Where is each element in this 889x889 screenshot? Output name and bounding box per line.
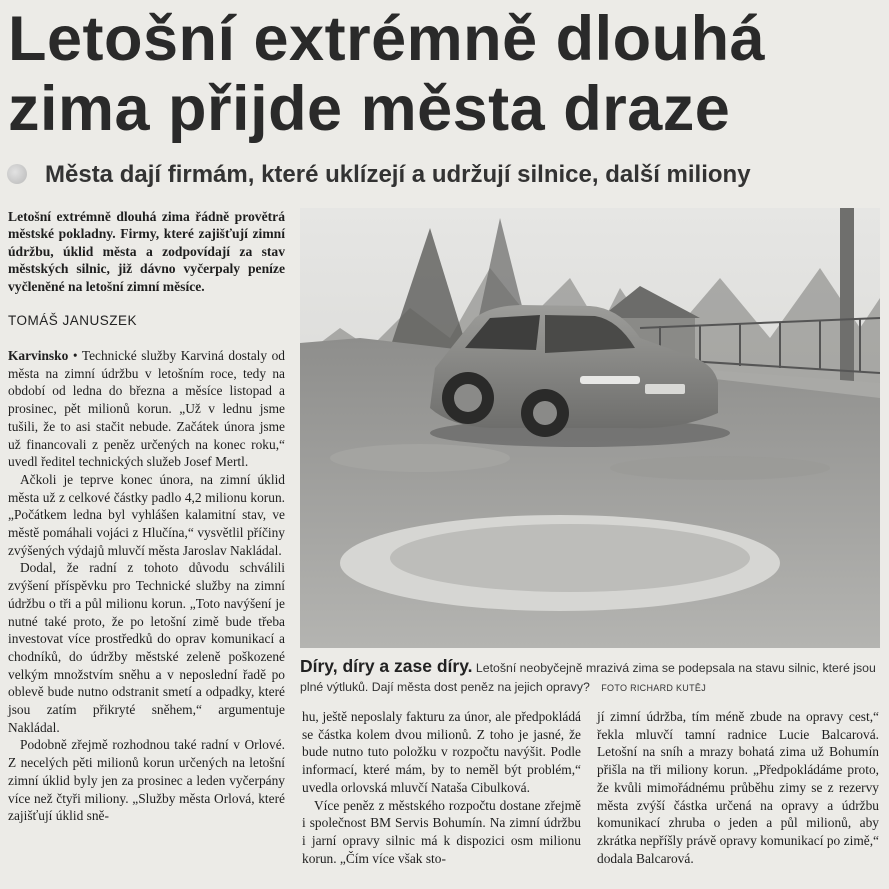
- subheadline: [5, 160, 885, 190]
- caption-title: Díry, díry a zase díry.: [300, 656, 473, 676]
- paragraph: Karvinsko • Technické služby Karviná dostaly od města na zimní údržbu v letošním roce, tedy na období od ledna do března a měsíce listopad a prosinec, pět milionů korun. „Už v lednu jsme tušili, že to asi stačit nebude. Začátek února jsme už financovali z peněz určených na konec roku,“ uvedl ředitel technických služeb Josef Mertl.: [8, 348, 285, 470]
- dateline: Karvinsko: [8, 348, 69, 363]
- photo-car-on-damaged-road: [300, 208, 880, 648]
- paragraph: Více peněz z městského rozpočtu dostane zřejmě i společnost BM Servis Bohumín. Na zimní údržbu i jarní opravy silnic má k dispozici osm milionu korun. „Čím více však sto-: [302, 797, 581, 866]
- paragraph: Podobně zřejmě rozhodnou také radní v Orlové. Z necelých pěti milionů korun určených na letošní zimní úklid byly jen za prosinec a leden vyčerpány více než čtyři miliony. „Služby města Orlová, které zajišťují úklid sně-: [8, 737, 285, 824]
- caption-text: Letošní neobyčejně mrazivá zima se podepsala na stavu silnic, které jsou plné výtluků. Dají města dost peněz na jejich opravy?: [300, 661, 876, 694]
- paragraph: Ačkoli je teprve konec února, na zimní úklid města už z celkové částky padlo 4,2 milionu korun. „Počátkem ledna byl vyhlášen kalamitní stav, ve městě pomáhali vojáci z Hlučína,“ vysvětlil příčiny zvýšených výdajů mluvčí města Jaroslav Nakládal.: [8, 471, 285, 558]
- paragraph: jí zimní údržba, tím méně zbude na opravy cest,“ řekla mluvčí tamní radnice Lucie Balcarová. Letošní na sníh a mrazy bohatá zima už Bohumín přišla na tři miliony korun. „Předpokládáme proto, že kvůli mimořádnému průběhu zimy se z rezervy města zvýší částka určená na opravy a údržbu komunikací zhruba o jeden a půl milionů, aby zkrátka nepříšly právě opravy komunikací po zimě,“ dodala Balcarová.: [597, 709, 879, 866]
- article-column-2: [302, 708, 581, 867]
- subheadline-text: Města dají firmám, které uklízejí a udržují silnice, další miliony: [45, 161, 751, 188]
- headline: Letošní extrémně dlouhá zima přijde města draze: [8, 4, 766, 144]
- byline: TOMÁŠ JANUSZEK: [8, 313, 138, 328]
- paragraph-text: Technické služby Karviná dostaly od města na zimní údržbu v letošním roce, tedy na období od ledna do března a měsíce listopad a prosinec, pět milionů korun. „Už v lednu jsme tušili, že to asi stačit nebude. Začátek února jsme už financovali z peněz určených na konec roku,“ uvedl ředitel technických služeb Josef Mertl.: [8, 348, 285, 470]
- lead-paragraph: Letošní extrémně dlouhá zima řádně provětrá městské pokladny. Firmy, které zajišťují zimní údržbu, úklid města a zodpovídají za stav městských silnic, již dávno vyčerpaly peníze vyčleněné na letošní zimní měsíce.: [8, 209, 285, 294]
- paragraph: hu, ještě neposlaly fakturu za únor, ale předpokládá se částka kolem dvou milionů. Z toho je jasné, že bude nutno tuto položku v rozpočtu navýšit. Podle informací, které mám, by to neměl být problém,“ uvedla orlovská mluvčí Nataša Cibulková.: [302, 709, 581, 795]
- photo-caption: [300, 657, 880, 698]
- paragraph: Dodal, že radní z tohoto důvodu schválili zvýšení příspěvku pro Technické služby na zimní údržbu o tři a půl milionu korun. „Toto navýšení je nutné také proto, že po letošní zimě bude třeba investovat více prostředků do oprav komunikací a chodníků, do údržby městské zeleně poškozené velkým množstvím sněhu a v neposlední řadě po oblevě bude nutno odstranit smetí a odpadky, které jsou zatím přikryté sněhem,“ argumentuje Nakládal.: [8, 560, 285, 735]
- bullet-icon: [7, 164, 27, 184]
- photo-credit: FOTO RICHARD KUTĚJ: [601, 683, 706, 693]
- article-column-1: [8, 347, 285, 825]
- article-column-3: [597, 708, 879, 867]
